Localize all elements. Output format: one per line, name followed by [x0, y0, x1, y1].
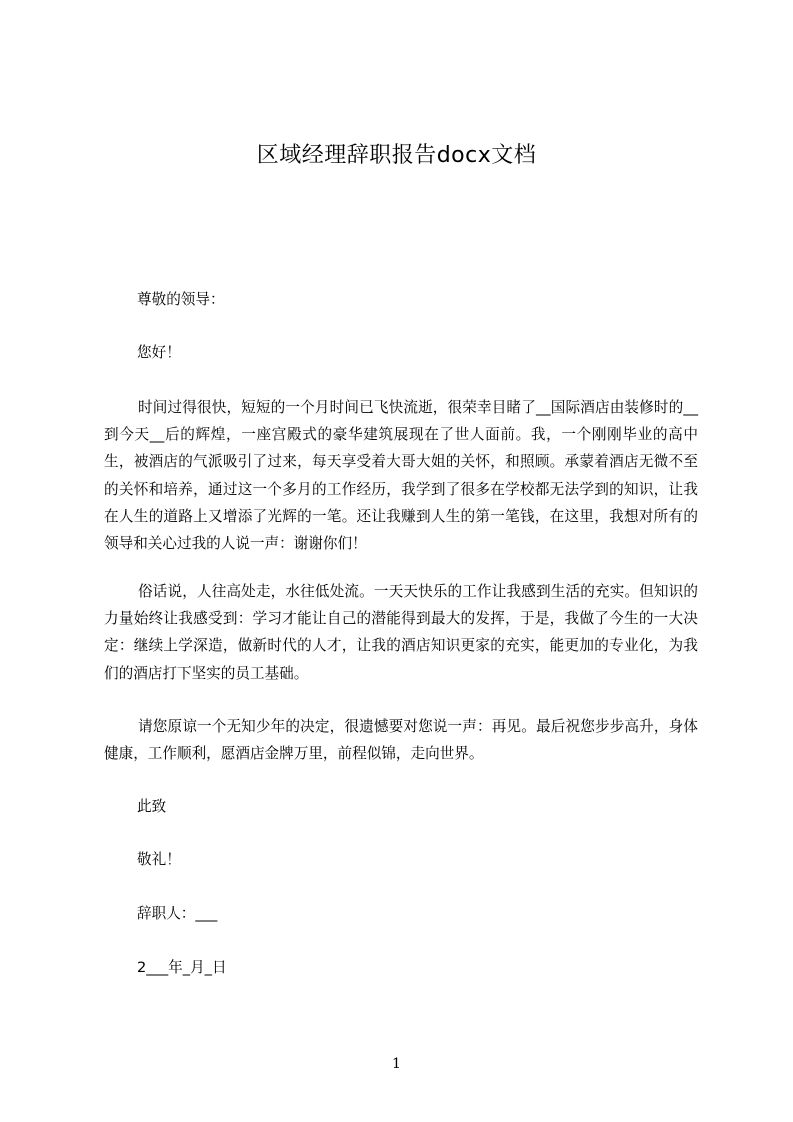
body-paragraph-2: 俗话说，人往高处走，水往低处流。一天天快乐的工作让我感到生活的充实。但知识的力量始终让我感受到：学习才能让自己的潜能得到最大的发挥，于是，我做了今生的一大决定：继续上学深造，做新时代的人才，让我的酒店知识更家的充实，能更加的专业化，为我们的酒店打下坚实的员工基础。 — [104, 583, 698, 682]
date-line: 2___年_月_日 — [137, 959, 227, 976]
body-paragraph-1: 时间过得很快，短短的一个月时间已飞快流逝，很荣幸目睹了__国际酒店由装修时的__到今天__后的辉煌，一座宫殿式的豪华建筑展现在了世人面前。我，一个刚刚毕业的高中生，被酒店的气派吸引了过来，每天享受着大哥大姐的关怀，和照顾。承蒙着酒店无微不至的关怀和培养，通过这一个多月的工作经历，我学到了很多在学校都无法学到的知识，让我在人生的道路上又增添了光辉的一笔。还让我赚到人生的第一笔钱，在这里，我想对所有的领导和关心过我的人说一声：谢谢你们！ — [104, 399, 698, 553]
document-title: 区域经理辞职报告docx文档 — [256, 143, 537, 168]
closing-line-2: 敬礼！ — [137, 851, 181, 868]
closing-line-1: 此致 — [137, 798, 167, 815]
page-number: 1 — [392, 1056, 401, 1072]
greeting: 您好！ — [137, 344, 181, 361]
body-paragraph-3: 请您原谅一个无知少年的决定，很遗憾要对您说一声：再见。最后祝您步步高升，身体健康，工作顺利，愿酒店金牌万里，前程似锦，走向世界。 — [104, 718, 698, 763]
signature-line: 辞职人：___ — [137, 905, 218, 922]
salutation: 尊敬的领导： — [137, 291, 225, 308]
